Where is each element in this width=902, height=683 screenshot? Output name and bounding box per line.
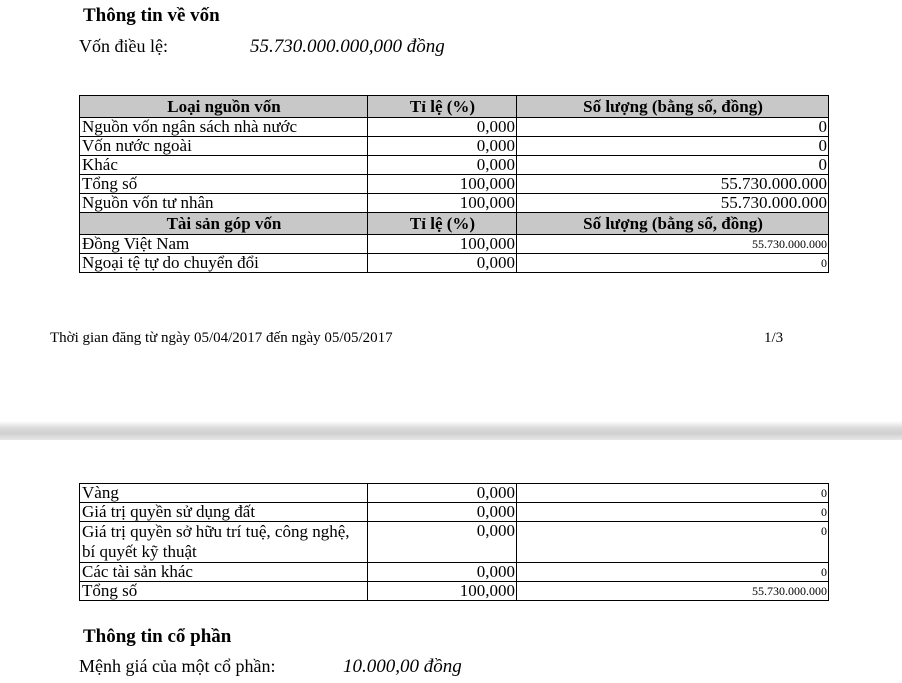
row-ratio: 0,000 (368, 522, 517, 563)
col-header-asset-type: Tài sản góp vốn (80, 213, 368, 235)
table-row (80, 522, 829, 563)
row-name: Ngoại tệ tự do chuyển đổi (80, 254, 368, 273)
charter-capital-value: 55.730.000.000,000 đồng (250, 36, 445, 57)
charter-capital-label: Vốn điều lệ: (79, 36, 168, 56)
row-ratio: 0,000 (368, 563, 517, 582)
table-row (80, 235, 829, 254)
row-name: Đồng Việt Nam (80, 235, 368, 254)
table-header-row (80, 96, 829, 118)
shares-section-title: Thông tin cổ phần (83, 626, 232, 647)
row-name: Nguồn vốn ngân sách nhà nước (80, 118, 368, 137)
row-name: Vốn nước ngoài (80, 137, 368, 156)
table-row (80, 194, 829, 213)
row-amount: 0 (517, 503, 829, 522)
col-header-source-type: Loại nguồn vốn (80, 96, 368, 118)
table-row (80, 156, 829, 175)
row-name: Tổng số (80, 175, 368, 194)
table-row (80, 582, 829, 601)
row-ratio: 100,000 (368, 582, 517, 601)
table-row (80, 175, 829, 194)
row-amount: 0 (517, 522, 829, 563)
contributed-assets-table-continued (79, 483, 829, 601)
row-amount: 0 (517, 563, 829, 582)
row-name: Vàng (80, 484, 368, 503)
row-amount: 0 (517, 118, 829, 137)
row-amount: 0 (517, 137, 829, 156)
table-row (80, 563, 829, 582)
row-name: Khác (80, 156, 368, 175)
table-row (80, 118, 829, 137)
row-ratio: 100,000 (368, 175, 517, 194)
page-separator (0, 421, 902, 440)
posting-period-text: Thời gian đăng từ ngày 05/04/2017 đến ngày 05/05/2017 (50, 330, 393, 346)
row-amount: 55.730.000.000 (517, 235, 829, 254)
row-amount: 55.730.000.000 (517, 194, 829, 213)
table-header-row (80, 213, 829, 235)
row-ratio: 100,000 (368, 194, 517, 213)
row-ratio: 0,000 (368, 137, 517, 156)
row-amount: 0 (517, 484, 829, 503)
row-amount: 55.730.000.000 (517, 582, 829, 601)
row-name: Tổng số (80, 582, 368, 601)
row-ratio: 100,000 (368, 235, 517, 254)
row-ratio: 0,000 (368, 118, 517, 137)
row-ratio: 0,000 (368, 484, 517, 503)
col-header-amount: Số lượng (bằng số, đồng) (517, 96, 829, 118)
capital-section-title: Thông tin về vốn (83, 5, 220, 26)
row-ratio: 0,000 (368, 254, 517, 273)
row-ratio: 0,000 (368, 503, 517, 522)
row-name: Giá trị quyền sở hữu trí tuệ, công nghệ, bí quyết kỹ thuật (80, 522, 368, 563)
row-name: Các tài sản khác (80, 563, 368, 582)
row-amount: 55.730.000.000 (517, 175, 829, 194)
row-name: Nguồn vốn tư nhân (80, 194, 368, 213)
page-number: 1/3 (764, 330, 784, 346)
col-header-ratio: Tỉ lệ (%) (368, 96, 517, 118)
par-value-label: Mệnh giá của một cổ phần: (79, 656, 276, 676)
row-amount: 0 (517, 254, 829, 273)
row-ratio: 0,000 (368, 156, 517, 175)
col-header-amount: Số lượng (bằng số, đồng) (517, 213, 829, 235)
table-row (80, 254, 829, 273)
row-name: Giá trị quyền sử dụng đất (80, 503, 368, 522)
par-value-amount: 10.000,00 đồng (343, 656, 462, 677)
capital-source-table (79, 95, 829, 273)
col-header-ratio: Tỉ lệ (%) (368, 213, 517, 235)
table-row (80, 484, 829, 503)
table-row (80, 137, 829, 156)
table-row (80, 503, 829, 522)
row-amount: 0 (517, 156, 829, 175)
